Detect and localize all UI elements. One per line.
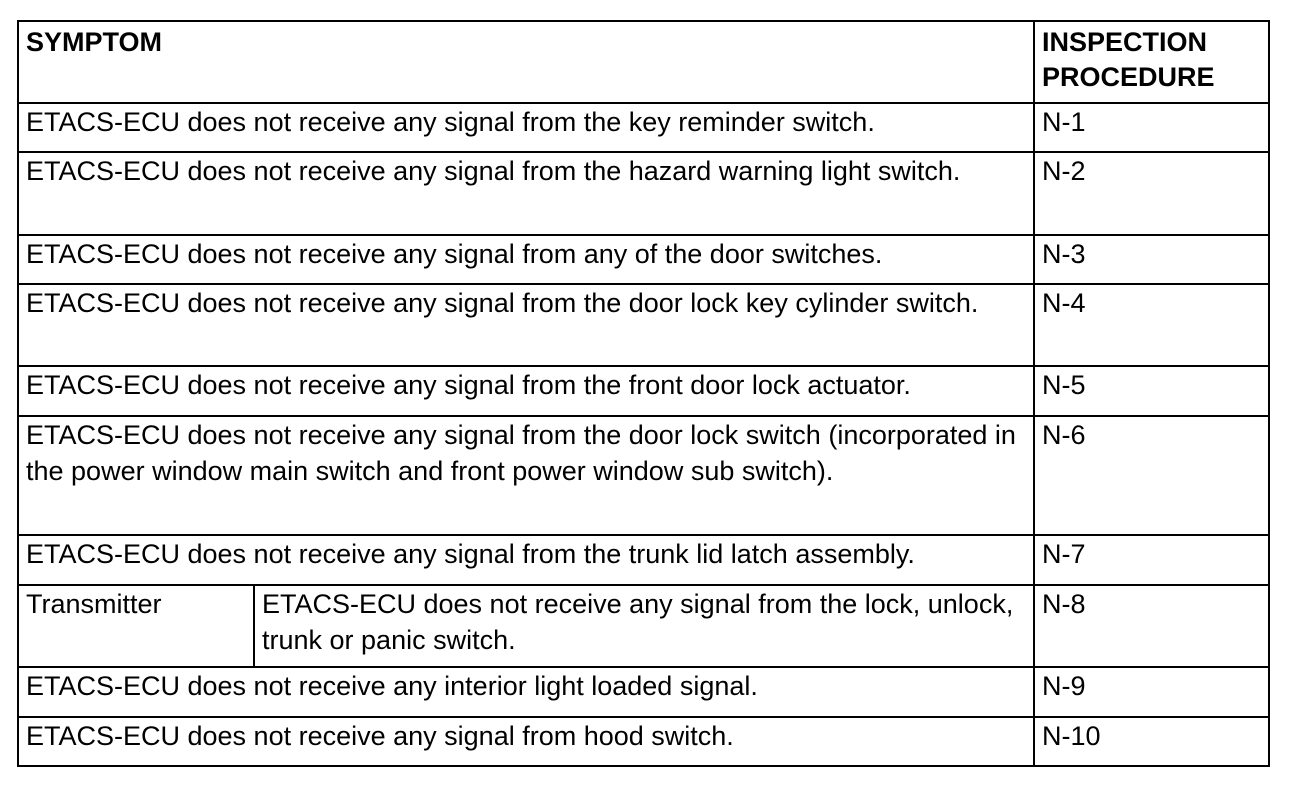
symptom-cell: ETACS-ECU does not receive any signal from the lock, unlock, trunk or panic switch. <box>254 585 1034 667</box>
procedure-cell: N-4 <box>1034 284 1269 366</box>
symptom-inspection-table <box>17 20 1270 767</box>
table-row <box>18 366 1269 416</box>
table-row <box>18 585 1269 667</box>
inspection-header-line2: PROCEDURE <box>1042 62 1215 92</box>
procedure-cell: N-10 <box>1034 717 1269 766</box>
table-row <box>18 535 1269 585</box>
symptom-cell: ETACS-ECU does not receive any signal from the trunk lid latch assembly. <box>18 535 1034 585</box>
symptom-cell: ETACS-ECU does not receive any signal from the door lock switch (incorporated in the power window main switch and front power window sub switch). <box>18 416 1034 535</box>
procedure-cell: N-2 <box>1034 152 1269 235</box>
symptom-cell: ETACS-ECU does not receive any signal from the front door lock actuator. <box>18 366 1034 416</box>
table-row <box>18 103 1269 152</box>
symptom-cell: ETACS-ECU does not receive any interior light loaded signal. <box>18 667 1034 717</box>
symptom-cell: ETACS-ECU does not receive any signal from the hazard warning light switch. <box>18 152 1034 235</box>
category-cell: Transmitter <box>18 585 254 667</box>
symptom-cell: ETACS-ECU does not receive any signal from the door lock key cylinder switch. <box>18 284 1034 366</box>
table-row <box>18 717 1269 766</box>
inspection-procedure-column-header <box>1034 21 1269 103</box>
inspection-header-line1: INSPECTION <box>1042 27 1208 57</box>
symptom-cell: ETACS-ECU does not receive any signal from the key reminder switch. <box>18 103 1034 152</box>
symptom-cell: ETACS-ECU does not receive any signal from any of the door switches. <box>18 235 1034 284</box>
procedure-cell: N-8 <box>1034 585 1269 667</box>
procedure-cell: N-1 <box>1034 103 1269 152</box>
table-row <box>18 416 1269 535</box>
symptom-cell: ETACS-ECU does not receive any signal from hood switch. <box>18 717 1034 766</box>
table-header-row <box>18 21 1269 103</box>
procedure-cell: N-7 <box>1034 535 1269 585</box>
table-row <box>18 235 1269 284</box>
table-row <box>18 667 1269 717</box>
symptom-header-text: SYMPTOM <box>26 27 163 57</box>
procedure-cell: N-5 <box>1034 366 1269 416</box>
symptom-column-header <box>18 21 1034 103</box>
procedure-cell: N-3 <box>1034 235 1269 284</box>
table-row <box>18 284 1269 366</box>
procedure-cell: N-9 <box>1034 667 1269 717</box>
table-row <box>18 152 1269 235</box>
procedure-cell: N-6 <box>1034 416 1269 535</box>
